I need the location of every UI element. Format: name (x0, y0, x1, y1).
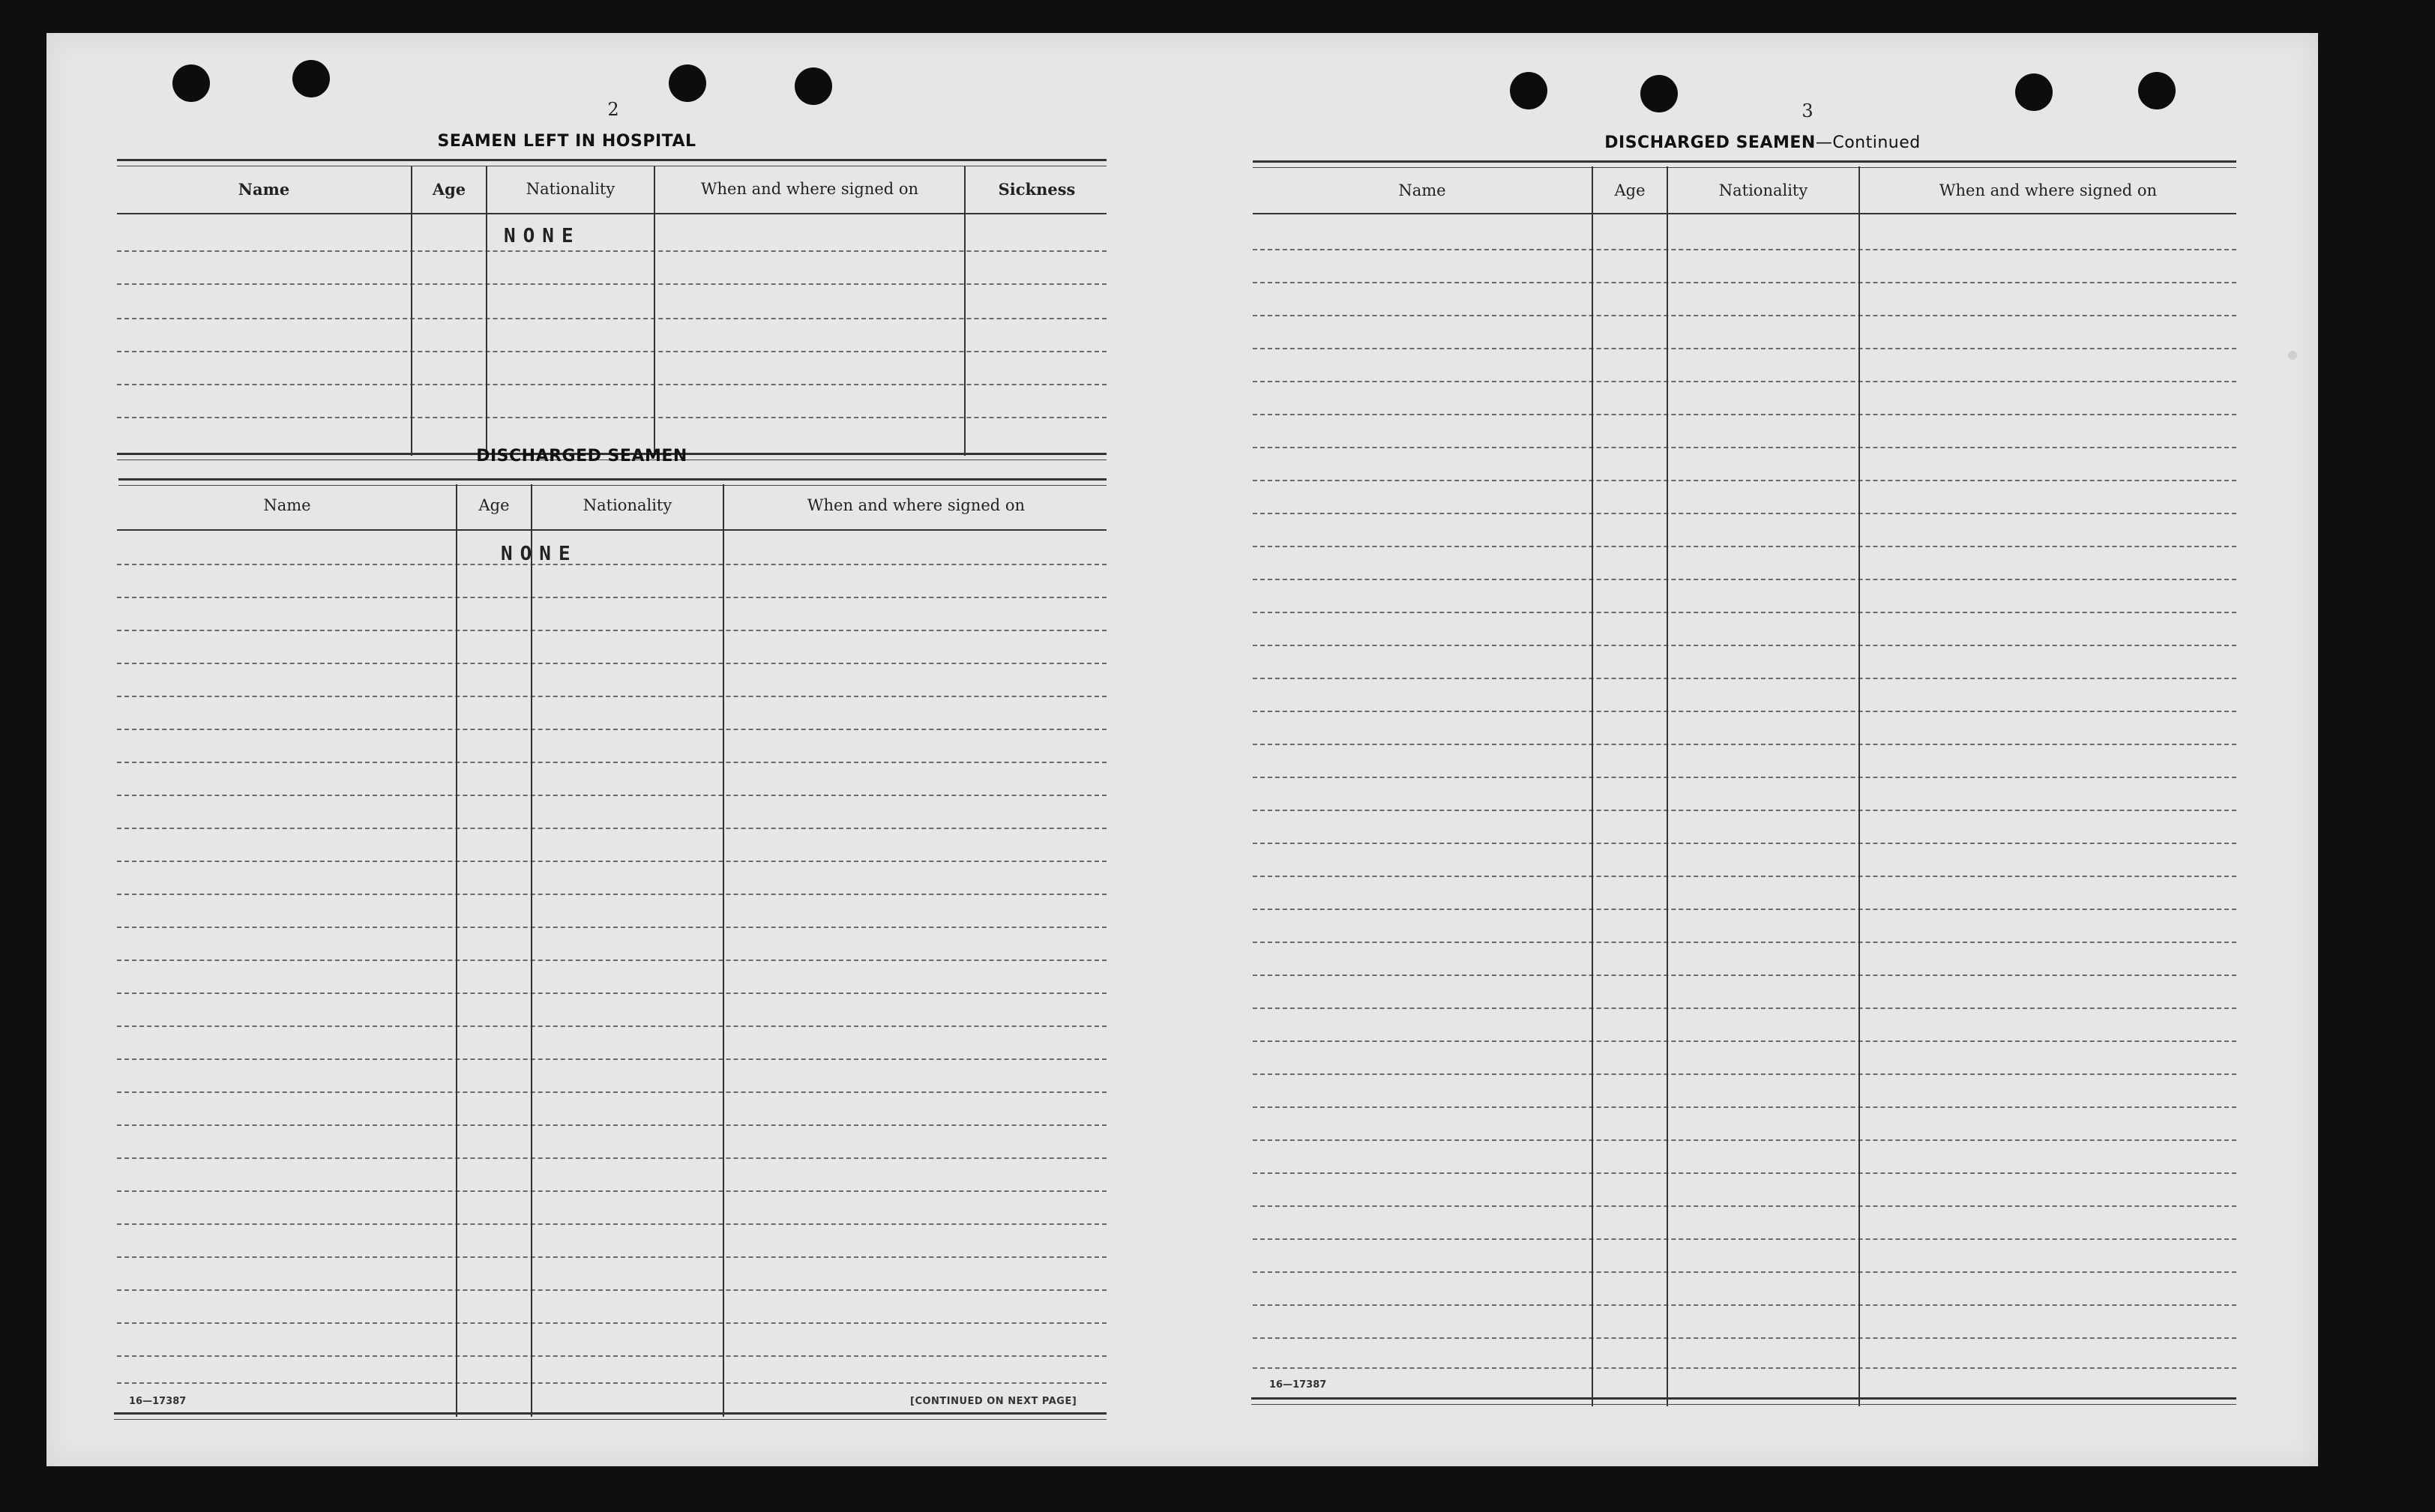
row-line (1253, 942, 2236, 943)
column-header-age: Age (432, 180, 466, 199)
paper-mark (2288, 351, 2297, 360)
row-line (117, 564, 1107, 565)
row-line (117, 663, 1107, 664)
column-header-age: Age (478, 496, 510, 514)
row-line (1253, 744, 2236, 745)
column-divider (654, 166, 655, 456)
hospital-header-rule (117, 213, 1107, 214)
row-line (117, 894, 1107, 895)
row-line (117, 960, 1107, 961)
right-top-rule (1253, 160, 2236, 168)
row-line (1253, 1040, 2236, 1042)
row-line (117, 762, 1107, 763)
row-line (1253, 975, 2236, 976)
row-line (1253, 348, 2236, 349)
row-line (1253, 1271, 2236, 1273)
row-line (1253, 1106, 2236, 1108)
column-header-nationality: Nationality (1718, 181, 1808, 199)
row-line (1253, 909, 2236, 910)
section-title-text: DISCHARGED SEAMEN (1604, 133, 1816, 152)
column-header-nationality: Nationality (526, 180, 615, 198)
row-line (117, 1355, 1107, 1357)
row-line (1253, 315, 2236, 316)
row-line (1253, 612, 2236, 613)
row-line (1253, 810, 2236, 811)
column-divider (531, 484, 532, 1417)
right-bottom-rule (1251, 1397, 2236, 1405)
column-header-when-where: When and where signed on (700, 180, 919, 198)
right-page (1182, 33, 2318, 1466)
left-page (46, 33, 1182, 1466)
document-sheet (46, 33, 2318, 1466)
column-header-name: Name (263, 496, 311, 514)
row-line (1253, 777, 2236, 778)
row-line (117, 828, 1107, 829)
row-line (117, 1289, 1107, 1291)
row-line (117, 927, 1107, 928)
row-line (1253, 480, 2236, 481)
row-line (1253, 1008, 2236, 1009)
page-number: 3 (1802, 100, 1814, 121)
section-title-suffix: —Continued (1815, 133, 1921, 152)
column-divider (723, 484, 724, 1417)
row-line (1253, 1172, 2236, 1174)
right-header-rule (1253, 213, 2236, 214)
row-line (117, 1190, 1107, 1192)
row-line (1253, 249, 2236, 250)
hospital-typed-entry: NONE (504, 225, 581, 247)
discharged-bottom-rule (114, 1412, 1107, 1420)
column-divider (1667, 166, 1668, 1406)
row-line (1253, 447, 2236, 448)
discharged-top-rule (118, 478, 1107, 486)
column-header-name: Name (1398, 181, 1446, 199)
row-line (1253, 513, 2236, 514)
row-line (117, 597, 1107, 598)
row-line (117, 1223, 1107, 1225)
row-line (117, 318, 1107, 319)
discharged-continued-title (1575, 133, 1950, 152)
discharged-section-title: DISCHARGED SEAMEN (476, 447, 687, 466)
row-line (117, 283, 1107, 285)
row-line (1253, 843, 2236, 844)
row-line (117, 1091, 1107, 1093)
row-line (117, 1322, 1107, 1324)
row-line (1253, 645, 2236, 646)
row-line (117, 1256, 1107, 1258)
column-divider (456, 484, 457, 1417)
column-divider (1592, 166, 1593, 1406)
column-header-sickness: Sickness (998, 180, 1076, 199)
row-line (117, 630, 1107, 631)
column-header-when-where: When and where signed on (807, 496, 1026, 514)
row-line (117, 250, 1107, 252)
row-line (117, 417, 1107, 418)
continued-note: [CONTINUED ON NEXT PAGE] (910, 1396, 1077, 1407)
row-line (117, 1382, 1107, 1384)
row-line (1253, 1073, 2236, 1075)
row-line (117, 1058, 1107, 1060)
column-divider (486, 166, 487, 456)
hospital-top-rule (117, 159, 1107, 166)
row-line (117, 384, 1107, 385)
column-header-name: Name (238, 180, 290, 199)
row-line (1253, 282, 2236, 283)
row-line (1253, 414, 2236, 415)
row-line (117, 1025, 1107, 1027)
row-line (1253, 1139, 2236, 1141)
row-line (117, 696, 1107, 697)
row-line (1253, 1304, 2236, 1306)
discharged-header-rule (117, 529, 1107, 531)
row-line (1253, 1238, 2236, 1240)
form-number: 16—17387 (129, 1396, 187, 1407)
column-divider (964, 166, 966, 456)
hospital-section-title: SEAMEN LEFT IN HOSPITAL (437, 132, 696, 151)
row-line (1253, 546, 2236, 547)
row-line (117, 1124, 1107, 1126)
column-divider (411, 166, 412, 456)
column-divider (1858, 166, 1860, 1406)
row-line (1253, 876, 2236, 877)
row-line (1253, 381, 2236, 382)
column-header-when-where: When and where signed on (1939, 181, 2158, 199)
form-number: 16—17387 (1269, 1379, 1327, 1391)
row-line (117, 993, 1107, 994)
row-line (117, 351, 1107, 352)
page-number: 2 (607, 99, 619, 120)
row-line (117, 729, 1107, 730)
row-line (1253, 1205, 2236, 1207)
row-line (1253, 1367, 2236, 1369)
discharged-typed-entry: NONE (501, 543, 578, 565)
row-line (1253, 678, 2236, 679)
column-header-age: Age (1614, 181, 1646, 199)
column-header-nationality: Nationality (583, 496, 672, 514)
row-line (1253, 711, 2236, 712)
row-line (1253, 579, 2236, 580)
row-line (117, 1157, 1107, 1159)
row-line (1253, 1337, 2236, 1339)
row-line (117, 861, 1107, 862)
row-line (117, 795, 1107, 796)
